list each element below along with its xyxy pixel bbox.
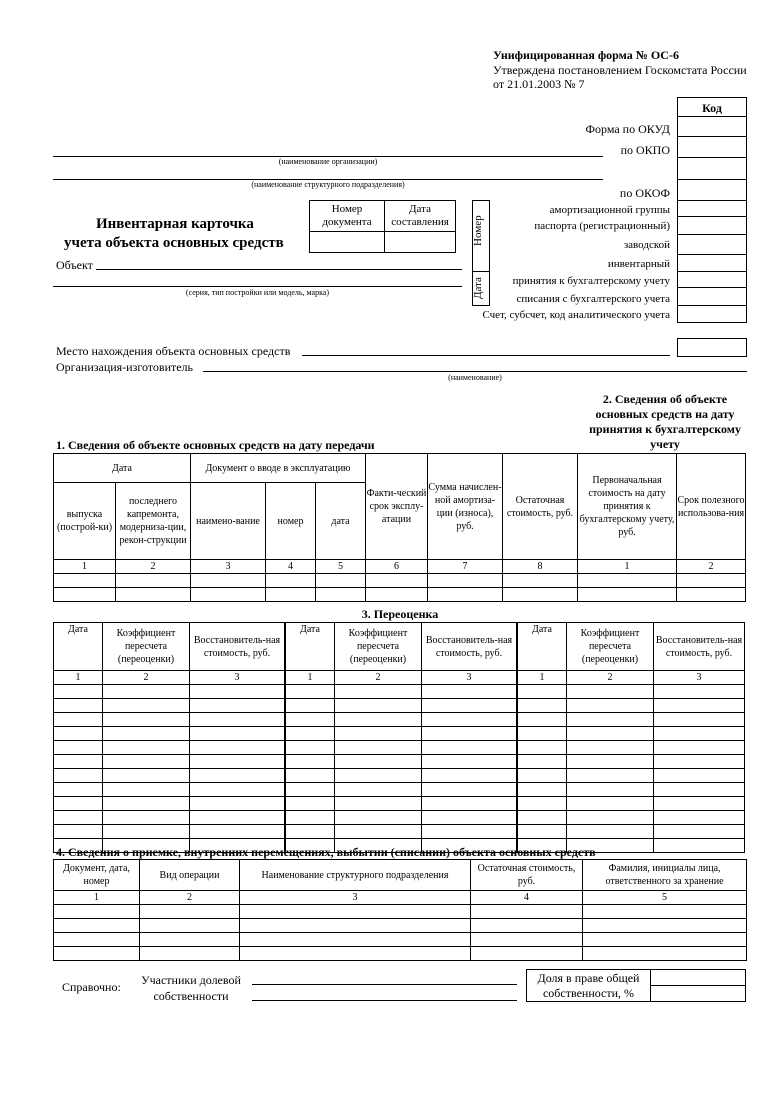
account-label: Счет, субсчет, код аналитического учета	[482, 309, 670, 321]
section1-title: 1. Сведения об объекте основных средств на дату передачи	[56, 438, 375, 452]
table-row[interactable]	[54, 713, 745, 727]
table-row[interactable]	[54, 947, 747, 961]
subdivision-caption: (наименование структурного подразделения)	[251, 180, 405, 189]
manufacturer-label: Организация-изготовитель	[56, 360, 194, 374]
table-row[interactable]	[54, 933, 747, 947]
code-title: Код	[702, 101, 722, 115]
number-vertical-label: Номер	[472, 215, 484, 246]
s1-doc-name: наимено-вание	[191, 483, 266, 560]
table-row[interactable]	[54, 797, 745, 811]
doc-box	[309, 200, 456, 253]
location-label: Место нахождения объекта основных средств	[56, 344, 291, 358]
s2-num: 1	[578, 560, 677, 574]
s3-coef: Коэффициент пересчета (переоценки)	[103, 623, 190, 671]
reference-label: Справочно:	[62, 980, 121, 994]
s1-num: 1	[54, 560, 116, 574]
section4-table	[53, 859, 747, 961]
manufacturer-line[interactable]	[203, 371, 747, 372]
s4-residual: Остаточная стоимость, руб.	[471, 860, 583, 891]
s4-num: 2	[140, 891, 240, 905]
table-row[interactable]	[54, 783, 745, 797]
written-off-label: списания с бухгалтерского учета	[516, 293, 670, 305]
table-row[interactable]	[54, 588, 746, 602]
date-vertical-label: Дата	[472, 277, 484, 299]
s1-residual: Остаточная стоимость, руб.	[503, 454, 578, 560]
s1-num: 6	[366, 560, 428, 574]
object-line-1[interactable]	[96, 269, 462, 270]
s1-num: 5	[316, 560, 366, 574]
s1-num: 7	[428, 560, 503, 574]
s3-num: 1	[54, 671, 103, 685]
table-row[interactable]	[54, 769, 745, 783]
s3-num: 1	[285, 671, 335, 685]
section4-title: 4. Сведения о приемке, внутренних перемещениях, выбытии (списании) объекта основных средств	[56, 845, 596, 859]
participants-label: Участники долевой собственности	[141, 973, 241, 1003]
object-line-2[interactable]	[53, 286, 462, 287]
s4-num: 4	[471, 891, 583, 905]
code-column	[677, 97, 747, 323]
s1-last-repair: последнего капремонта, модерниза-ции, рекон-струкции	[116, 483, 191, 560]
inventory-label: инвентарный	[607, 258, 670, 270]
s3-date: Дата	[54, 623, 103, 671]
s4-num: 3	[240, 891, 471, 905]
card-title-2: учета объекта основных средств	[64, 235, 284, 251]
s3-num: 3	[422, 671, 518, 685]
section2-title: 2. Сведения об объекте основных средств на дату принятия к бухгалтерскому учету	[589, 392, 741, 451]
s3-num: 2	[567, 671, 654, 685]
s3-num: 2	[103, 671, 190, 685]
table-row[interactable]	[54, 685, 745, 699]
object-label: Объект	[56, 258, 93, 272]
s2-num: 2	[677, 560, 746, 574]
okof-label: по ОКОФ	[619, 186, 670, 200]
s3-date: Дата	[285, 623, 335, 671]
table-row[interactable]	[54, 574, 746, 588]
s3-num: 1	[517, 671, 567, 685]
s2-initial-cost: Первоначальная стоимость на дату принятия к бухгалтерскому учету, руб.	[578, 454, 677, 560]
table-row[interactable]	[54, 741, 745, 755]
okpo-label: по ОКПО	[620, 143, 670, 157]
s4-subdivision: Наименование структурного подразделения	[240, 860, 471, 891]
participants-line-2[interactable]	[252, 1000, 517, 1001]
manufacturer-caption: (наименование)	[448, 373, 502, 382]
section3-title: 3. Переоценка	[361, 607, 439, 621]
passport-label: паспорта (регистрационный)	[534, 220, 670, 232]
section3-table	[53, 622, 745, 853]
s1-actual-term: Факти-ческий срок эксплу-атации	[366, 454, 428, 560]
s4-num: 1	[54, 891, 140, 905]
table-row[interactable]	[54, 755, 745, 769]
s3-coef: Коэффициент пересчета (переоценки)	[567, 623, 654, 671]
location-code-box[interactable]	[677, 338, 747, 357]
s1-doc-header: Документ о вводе в эксплуатацию	[191, 454, 366, 483]
doc-number-header: Номер документа	[310, 201, 385, 232]
s1-num: 3	[191, 560, 266, 574]
share-label: Доля в праве общей собственности, %	[537, 971, 640, 1000]
s1-date-header: Дата	[54, 454, 191, 483]
s4-responsible: Фамилия, инициалы лица, ответственного за хранение	[583, 860, 747, 891]
approved-line-1: Утверждена постановлением Госкомстата России	[493, 63, 747, 77]
amort-group-label: амортизационной группы	[549, 204, 670, 216]
form-name: Унифицированная форма № ОС-6	[493, 48, 679, 62]
s1-num: 8	[503, 560, 578, 574]
s1-num: 4	[266, 560, 316, 574]
table-row[interactable]	[54, 727, 745, 741]
participants-line-1[interactable]	[252, 984, 517, 985]
table-row[interactable]	[54, 699, 745, 713]
s4-num: 5	[583, 891, 747, 905]
table-row[interactable]	[54, 825, 745, 839]
s3-restore: Восстановитель-ная стоимость, руб.	[190, 623, 286, 671]
doc-date-cell[interactable]	[385, 232, 456, 253]
s1-num: 2	[116, 560, 191, 574]
table-row[interactable]	[54, 811, 745, 825]
s3-restore: Восстановитель-ная стоимость, руб.	[422, 623, 518, 671]
location-line[interactable]	[302, 355, 670, 356]
doc-number-cell[interactable]	[310, 232, 385, 253]
table-row[interactable]	[54, 905, 747, 919]
section1-table	[53, 453, 746, 602]
org-caption: (наименование организации)	[278, 157, 378, 166]
okud-label: Форма по ОКУД	[585, 122, 670, 136]
approved-line-2: от 21.01.2003 № 7	[493, 77, 585, 91]
s3-num: 3	[654, 671, 745, 685]
s3-num: 3	[190, 671, 286, 685]
s1-depreciation: Сумма начислен-ной амортиза-ции (износа), руб.	[428, 454, 503, 560]
factory-label: заводской	[623, 239, 670, 251]
s3-date: Дата	[517, 623, 567, 671]
accepted-label: принятия к бухгалтерскому учету	[512, 275, 670, 287]
card-title-1: Инвентарная карточка	[96, 216, 254, 232]
s4-operation: Вид операции	[140, 860, 240, 891]
s2-useful-life: Срок полезного использова-ния	[677, 454, 746, 560]
s1-doc-date: дата	[316, 483, 366, 560]
s1-doc-number: номер	[266, 483, 316, 560]
s3-restore: Восстановитель-ная стоимость, руб.	[654, 623, 745, 671]
table-row[interactable]	[54, 919, 747, 933]
s1-release: выпуска (построй-ки)	[54, 483, 116, 560]
doc-date-header: Дата составления	[385, 201, 456, 232]
series-caption: (серия, тип постройки или модель, марка)	[185, 288, 330, 297]
s4-doc: Документ, дата, номер	[54, 860, 140, 891]
s3-coef: Коэффициент пересчета (переоценки)	[335, 623, 422, 671]
s3-num: 2	[335, 671, 422, 685]
